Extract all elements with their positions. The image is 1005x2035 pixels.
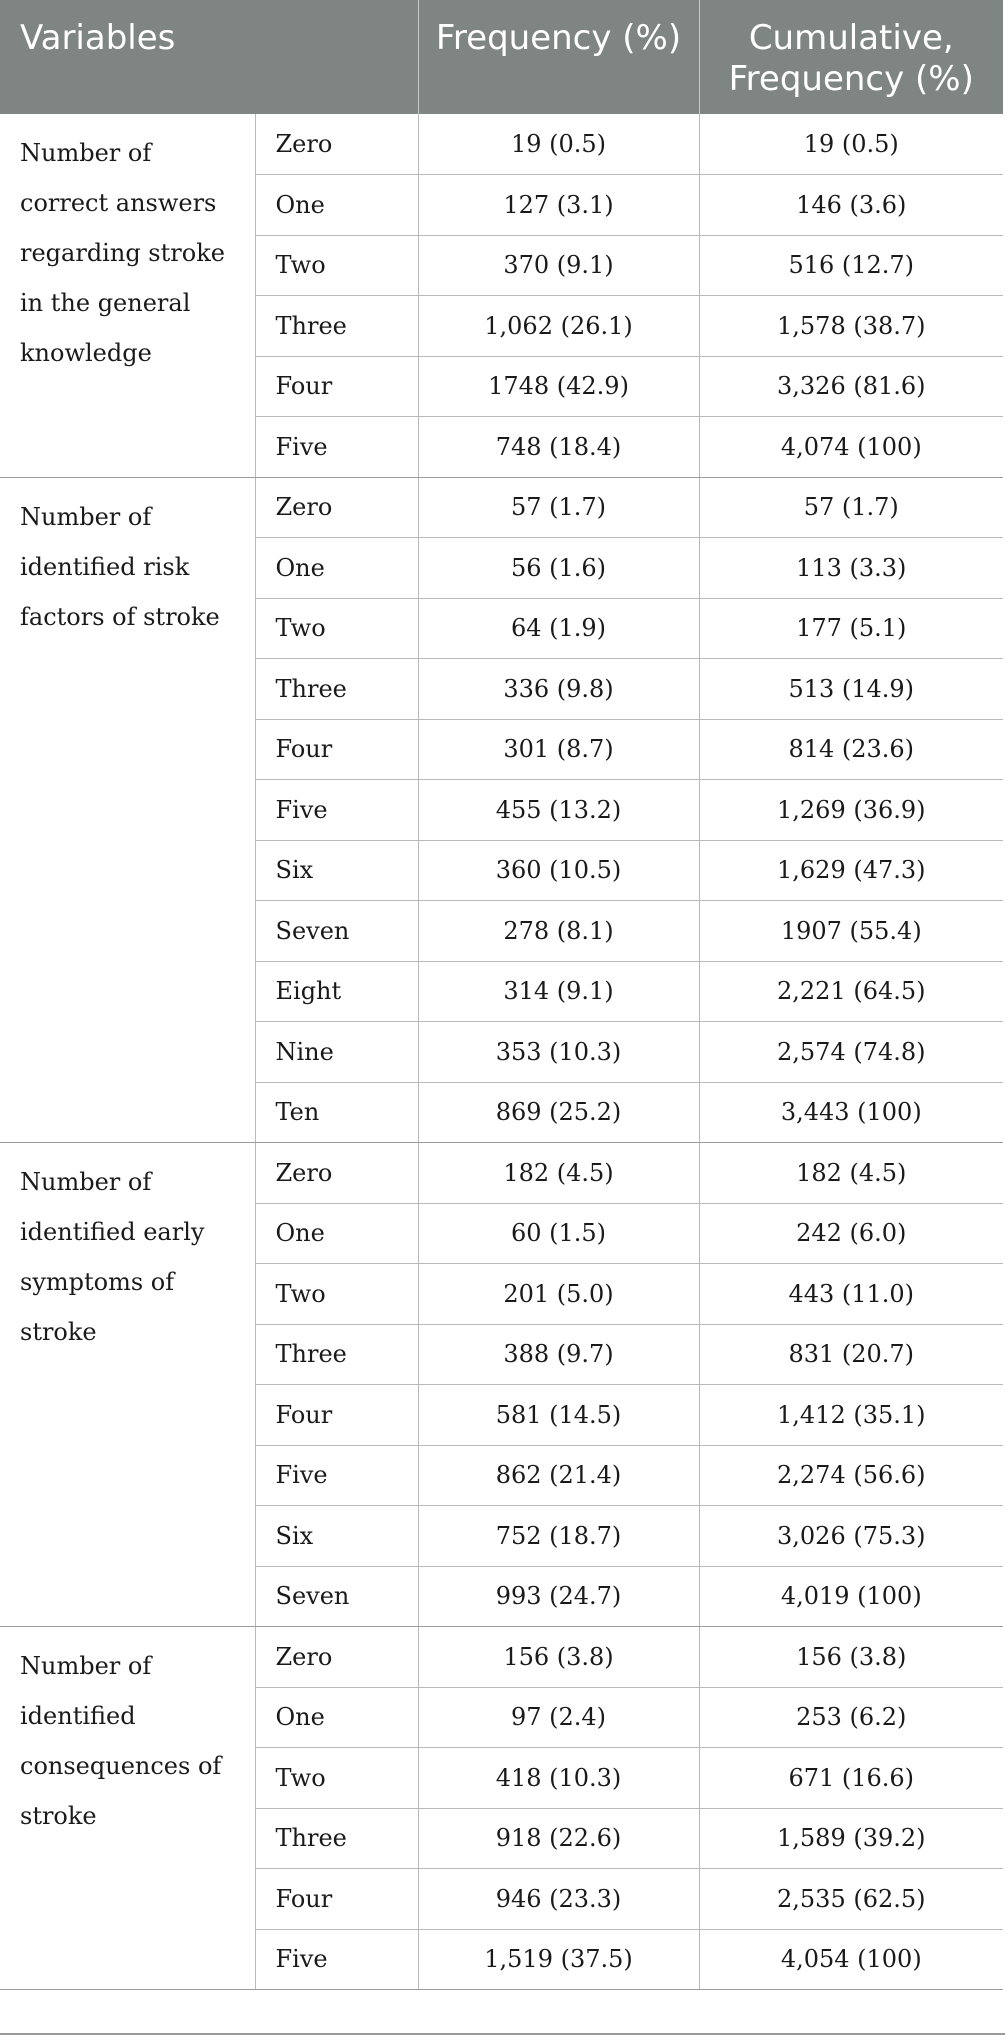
variable-label: Number of identified consequences of stroke	[0, 1627, 255, 1990]
level-cell: Four	[255, 1869, 418, 1930]
table-row	[0, 1627, 1003, 1688]
frequency-cell: 918 (22.6)	[418, 1808, 699, 1869]
header-frequency: Frequency (%)	[418, 0, 699, 114]
level-cell: Zero	[255, 477, 418, 538]
level-cell: Ten	[255, 1082, 418, 1143]
cumulative-frequency-cell: 4,054 (100)	[699, 1929, 1003, 1990]
table-header	[0, 0, 1003, 114]
frequency-cell: 127 (3.1)	[418, 175, 699, 236]
variable-label: Number of identified early symptoms of stroke	[0, 1143, 255, 1627]
cumulative-frequency-cell: 443 (11.0)	[699, 1264, 1003, 1325]
level-cell: Two	[255, 1264, 418, 1325]
cumulative-frequency-cell: 177 (5.1)	[699, 598, 1003, 659]
frequency-cell: 57 (1.7)	[418, 477, 699, 538]
frequency-cell: 370 (9.1)	[418, 235, 699, 296]
level-cell: Three	[255, 296, 418, 357]
level-cell: Two	[255, 1748, 418, 1809]
cumulative-frequency-cell: 831 (20.7)	[699, 1324, 1003, 1385]
cumulative-frequency-cell: 19 (0.5)	[699, 114, 1003, 175]
level-cell: Seven	[255, 901, 418, 962]
cumulative-frequency-cell: 2,574 (74.8)	[699, 1022, 1003, 1083]
frequency-cell: 182 (4.5)	[418, 1143, 699, 1204]
cumulative-frequency-cell: 113 (3.3)	[699, 538, 1003, 599]
header-variables: Variables	[0, 0, 418, 114]
frequency-cell: 60 (1.5)	[418, 1203, 699, 1264]
frequency-cell: 156 (3.8)	[418, 1627, 699, 1688]
level-cell: Four	[255, 719, 418, 780]
frequency-cell: 64 (1.9)	[418, 598, 699, 659]
level-cell: Zero	[255, 114, 418, 175]
cumulative-frequency-cell: 4,074 (100)	[699, 417, 1003, 478]
cumulative-frequency-cell: 516 (12.7)	[699, 235, 1003, 296]
frequency-cell: 388 (9.7)	[418, 1324, 699, 1385]
cumulative-frequency-cell: 2,221 (64.5)	[699, 961, 1003, 1022]
frequency-cell: 862 (21.4)	[418, 1445, 699, 1506]
level-cell: Five	[255, 1929, 418, 1990]
frequency-cell: 869 (25.2)	[418, 1082, 699, 1143]
variable-label: Number of identified risk factors of stroke	[0, 477, 255, 1143]
cumulative-frequency-cell: 4,019 (100)	[699, 1566, 1003, 1627]
cumulative-frequency-cell: 242 (6.0)	[699, 1203, 1003, 1264]
level-cell: Four	[255, 356, 418, 417]
level-cell: Zero	[255, 1143, 418, 1204]
frequency-cell: 201 (5.0)	[418, 1264, 699, 1325]
level-cell: One	[255, 538, 418, 599]
cumulative-frequency-cell: 253 (6.2)	[699, 1687, 1003, 1748]
frequency-cell: 455 (13.2)	[418, 780, 699, 841]
cumulative-frequency-cell: 156 (3.8)	[699, 1627, 1003, 1688]
frequency-cell: 418 (10.3)	[418, 1748, 699, 1809]
level-cell: One	[255, 1687, 418, 1748]
level-cell: Nine	[255, 1022, 418, 1083]
cumulative-frequency-cell: 2,535 (62.5)	[699, 1869, 1003, 1930]
level-cell: Zero	[255, 1627, 418, 1688]
table-row	[0, 114, 1003, 175]
level-cell: Three	[255, 1808, 418, 1869]
frequency-cell: 314 (9.1)	[418, 961, 699, 1022]
cumulative-frequency-cell: 57 (1.7)	[699, 477, 1003, 538]
frequency-cell: 946 (23.3)	[418, 1869, 699, 1930]
level-cell: Six	[255, 1506, 418, 1567]
table-row	[0, 1143, 1003, 1204]
cumulative-frequency-cell: 1,629 (47.3)	[699, 840, 1003, 901]
cumulative-frequency-cell: 1907 (55.4)	[699, 901, 1003, 962]
level-cell: Six	[255, 840, 418, 901]
level-cell: Five	[255, 780, 418, 841]
level-cell: Three	[255, 1324, 418, 1385]
cumulative-frequency-cell: 513 (14.9)	[699, 659, 1003, 720]
level-cell: Two	[255, 598, 418, 659]
cumulative-frequency-cell: 814 (23.6)	[699, 719, 1003, 780]
frequency-cell: 1,519 (37.5)	[418, 1929, 699, 1990]
level-cell: Four	[255, 1385, 418, 1446]
level-cell: One	[255, 175, 418, 236]
frequency-cell: 56 (1.6)	[418, 538, 699, 599]
frequency-cell: 1748 (42.9)	[418, 356, 699, 417]
frequency-cell: 748 (18.4)	[418, 417, 699, 478]
cumulative-frequency-cell: 1,589 (39.2)	[699, 1808, 1003, 1869]
frequency-cell: 752 (18.7)	[418, 1506, 699, 1567]
frequency-cell: 336 (9.8)	[418, 659, 699, 720]
cumulative-frequency-cell: 3,026 (75.3)	[699, 1506, 1003, 1567]
frequency-cell: 278 (8.1)	[418, 901, 699, 962]
frequency-cell: 301 (8.7)	[418, 719, 699, 780]
table-row	[0, 477, 1003, 538]
cumulative-frequency-cell: 3,326 (81.6)	[699, 356, 1003, 417]
level-cell: Seven	[255, 1566, 418, 1627]
header-row	[0, 0, 1003, 114]
cumulative-frequency-cell: 671 (16.6)	[699, 1748, 1003, 1809]
frequency-cell: 581 (14.5)	[418, 1385, 699, 1446]
frequency-cell: 97 (2.4)	[418, 1687, 699, 1748]
frequency-cell: 19 (0.5)	[418, 114, 699, 175]
level-cell: One	[255, 1203, 418, 1264]
level-cell: Five	[255, 417, 418, 478]
cumulative-frequency-cell: 2,274 (56.6)	[699, 1445, 1003, 1506]
cumulative-frequency-cell: 1,269 (36.9)	[699, 780, 1003, 841]
cumulative-frequency-cell: 182 (4.5)	[699, 1143, 1003, 1204]
header-cumulative-frequency: Cumulative, Frequency (%)	[699, 0, 1003, 114]
cumulative-frequency-cell: 1,578 (38.7)	[699, 296, 1003, 357]
cumulative-frequency-cell: 1,412 (35.1)	[699, 1385, 1003, 1446]
frequency-cell: 1,062 (26.1)	[418, 296, 699, 357]
frequency-cell: 360 (10.5)	[418, 840, 699, 901]
variable-label: Number of correct answers regarding stroke in the general knowledge	[0, 114, 255, 477]
level-cell: Eight	[255, 961, 418, 1022]
cumulative-frequency-cell: 146 (3.6)	[699, 175, 1003, 236]
level-cell: Two	[255, 235, 418, 296]
level-cell: Five	[255, 1445, 418, 1506]
table-body	[0, 114, 1003, 1990]
frequency-cell: 993 (24.7)	[418, 1566, 699, 1627]
level-cell: Three	[255, 659, 418, 720]
frequency-cell: 353 (10.3)	[418, 1022, 699, 1083]
cumulative-frequency-cell: 3,443 (100)	[699, 1082, 1003, 1143]
